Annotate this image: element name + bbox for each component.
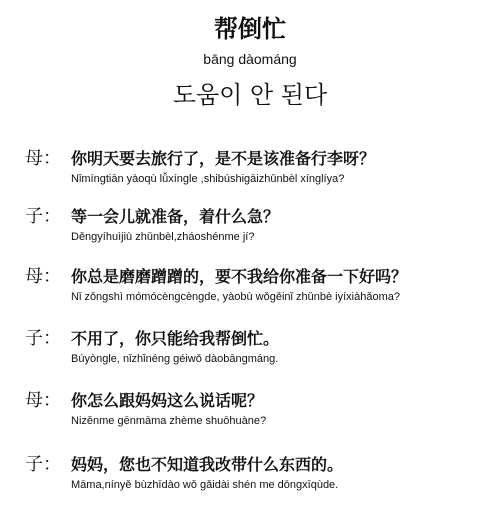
dialogue-chinese	[25, 328, 500, 350]
speaker-label: 母：	[25, 266, 61, 287]
dialogue-line	[25, 328, 500, 366]
dialogue-chinese	[25, 148, 500, 170]
dialogue-pinyin: Māma,nínyě bùzhīdào wǒ gǎidài shén me dōngxīqùde.	[71, 479, 339, 491]
dialogue-line	[25, 148, 500, 186]
speaker-label: 子：	[25, 328, 61, 349]
dialogue-chinese	[25, 454, 500, 476]
title-pinyin: bāng dàománg	[203, 51, 297, 67]
page-title: 帮倒忙	[214, 14, 286, 43]
dialogue-text: 你怎么跟妈妈这么说话呢？	[71, 391, 264, 410]
dialogue-pinyin: Nǐ zǒngshì mómócèngcèngde, yàobù wǒgěinǐ zhǔnbè iyíxiàhǎoma?	[71, 291, 400, 303]
speaker-label: 子：	[25, 206, 61, 227]
speaker-label: 子：	[25, 454, 61, 475]
dialogue-line	[25, 206, 500, 244]
dialogue-pinyin: Děngyíhuìjiù zhǔnbèl,zháoshénme jí?	[71, 231, 255, 243]
dialogue-text: 你总是磨磨蹭蹭的，要不我给你准备一下好吗？	[71, 267, 408, 286]
dialogue-line	[25, 454, 500, 492]
speaker-label: 母：	[25, 390, 61, 411]
dialogue-text: 等一会儿就准备，着什么急？	[71, 207, 280, 226]
dialogue-chinese	[25, 390, 500, 412]
dialogue-pinyin: Búyòngle, nǐzhǐnéng géiwǒ dàobāngmáng.	[71, 353, 279, 365]
title-korean: 도움이 안 된다	[172, 81, 328, 109]
dialogue-pinyin: Nizěnme gēnmāma zhème shuōhuàne?	[71, 415, 267, 427]
dialogue-text: 妈妈，您也不知道我改带什么东西的。	[71, 455, 344, 474]
dialogue-chinese	[25, 206, 500, 228]
dialogue-line	[25, 266, 500, 304]
dialogue-pinyin: Nǐmíngtiān yàoqù lǚxíngle ,shibúshigāizhǔnbèl xínglíya?	[71, 173, 345, 185]
dialogue-chinese	[25, 266, 500, 288]
dialogue-line	[25, 390, 500, 428]
dialogue-text: 你明天要去旅行了，是不是该准备行李呀？	[71, 149, 376, 168]
dialogue-text: 不用了，你只能给我帮倒忙。	[71, 329, 280, 348]
speaker-label: 母：	[25, 148, 61, 169]
